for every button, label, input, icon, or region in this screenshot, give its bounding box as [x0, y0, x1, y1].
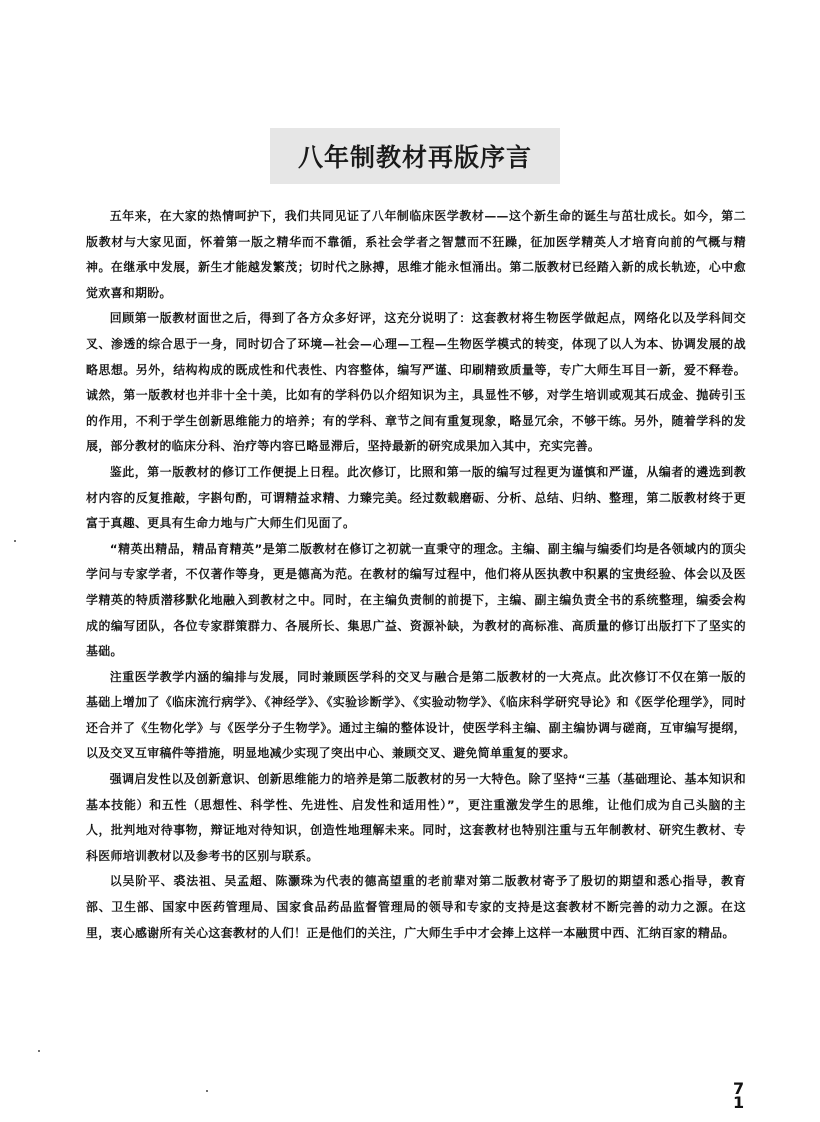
paragraph: 注重医学教学内涵的编排与发展，同时兼顾医学科的交叉与融合是第二版教材的一大亮点。此次修订不仅在第一版的基础上增加了《临床流行病学》、《神经学》、《实验诊断学》、《实验动物学》、《临床科学研究导论》和《医学伦理学》，同时还合并了《生物化学》与《医学分子生物学》。通过主编的整体设计，使医学科主编、副主编协调与磋商，互审编写提纲，以及交叉互审稿件等措施，明显地减少实现了突出中心、兼顾交叉、避免简单重复的要求。	[86, 669, 746, 761]
paragraph: 回顾第一版教材面世之后，得到了各方众多好评，这充分说明了：这套教材将生物医学做起点，网络化以及学科间交叉、渗透的综合思于一身，同时切合了环境—社会—心理—工程—生物医学模式的转变，体现了以人为本、协调发展的战略思想。另外，结构构成的既成性和代表性、内容整体，编写严谨、印刷精致质量等，专广大师生耳目一新，爱不释卷。诚然，第一版教材也并非十全十美，比如有的学科仍以介绍知识为主，具显性不够，对学生培训或观其石成金、抛砖引玉的作用，不利于学生创新思维能力的培养；有的学科、章节之间有重复现象，略显冗余，不够干练。另外，随着学科的发展，部分教材的临床分科、治疗等内容已略显滞后，坚持最新的研究成果加入其中，充实完善。	[86, 311, 746, 454]
page-number	[733, 1079, 745, 1112]
paragraph: 鉴此，第一版教材的修订工作便提上日程。此次修订，比照和第一版的编写过程更为谨慎和严谨，从编者的遴选到教材内容的反复推敲，字斟句酌，可谓精益求精、力臻完美。经过数载磨砺、分析、总结、归纳、整理，第二版教材终于更富于真趣、更具有生命力地与广大师生们见面了。	[86, 464, 746, 531]
scan-speck	[206, 1090, 208, 1092]
preface-body	[86, 204, 746, 946]
scan-speck	[38, 1050, 40, 1052]
paragraph: 以吴阶平、裘法祖、吴孟超、陈灏珠为代表的德高望重的老前辈对第二版教材寄予了殷切的期望和悉心指导，教育部、卫生部、国家中医药管理局、国家食品药品监督管理局的领导和专家的支持是这套教材不断完善的动力之源。在这里，衷心感谢所有关心这套教材的人们！正是他们的关注，广大师生手中才会捧上这样一本融贯中西、汇纳百家的精品。	[86, 874, 746, 940]
paragraph: 强调启发性以及创新意识、创新思维能力的培养是第二版教材的另一大特色。除了坚持“三基（基础理论、基本知识和基本技能）和五性（思想性、科学性、先进性、启发性和适用性）”，更注重激发学生的思维，让他们成为自己头脑的主人，批判地对待事物，辩证地对待知识，创造性地理解未来。同时，这套教材也特别注重与五年制教材、研究生教材、专科医师培训教材以及参考书的区别与联系。	[86, 772, 746, 863]
scan-speck	[14, 540, 16, 542]
title-banner	[270, 128, 560, 184]
page-title: 八年制教材再版序言	[297, 143, 532, 172]
page-number-top: 7	[733, 1079, 745, 1098]
paragraph: “精英出精品，精品育精英”是第二版教材在修订之初就一直秉守的理念。主编、副主编与编委们均是各领域内的顶尖学问与专家学者，不仅著作等身，更是德高为范。在教材的编写过程中，他们将从医执教中积累的宝贵经验、体会以及医学精英的特质潜移默化地融入到教材之中。同时，在主编负责制的前提下，主编、副主编负责全书的系统整理，编委会构成的编写团队，各位专家群策群力、各展所长、集思广益、资源补缺，为教材的高标准、高质量的修订出版打下了坚实的基础。	[86, 541, 746, 659]
page-number-bottom: 1	[733, 1093, 745, 1112]
paragraph: 五年来，在大家的热情呵护下，我们共同见证了八年制临床医学教材——这个新生命的诞生与茁壮成长。如今，第二版教材与大家见面，怀着第一版之精华而不靠循，系社会学者之智慧而不狂躁，征加医学精英人才培育向前的气概与精神。在继承中发展，新生才能越发繁茂；切时代之脉搏，思维才能永恒涌出。第二版教材已经踏入新的成长轨迹，心中愈觉欢喜和期盼。	[86, 209, 746, 300]
